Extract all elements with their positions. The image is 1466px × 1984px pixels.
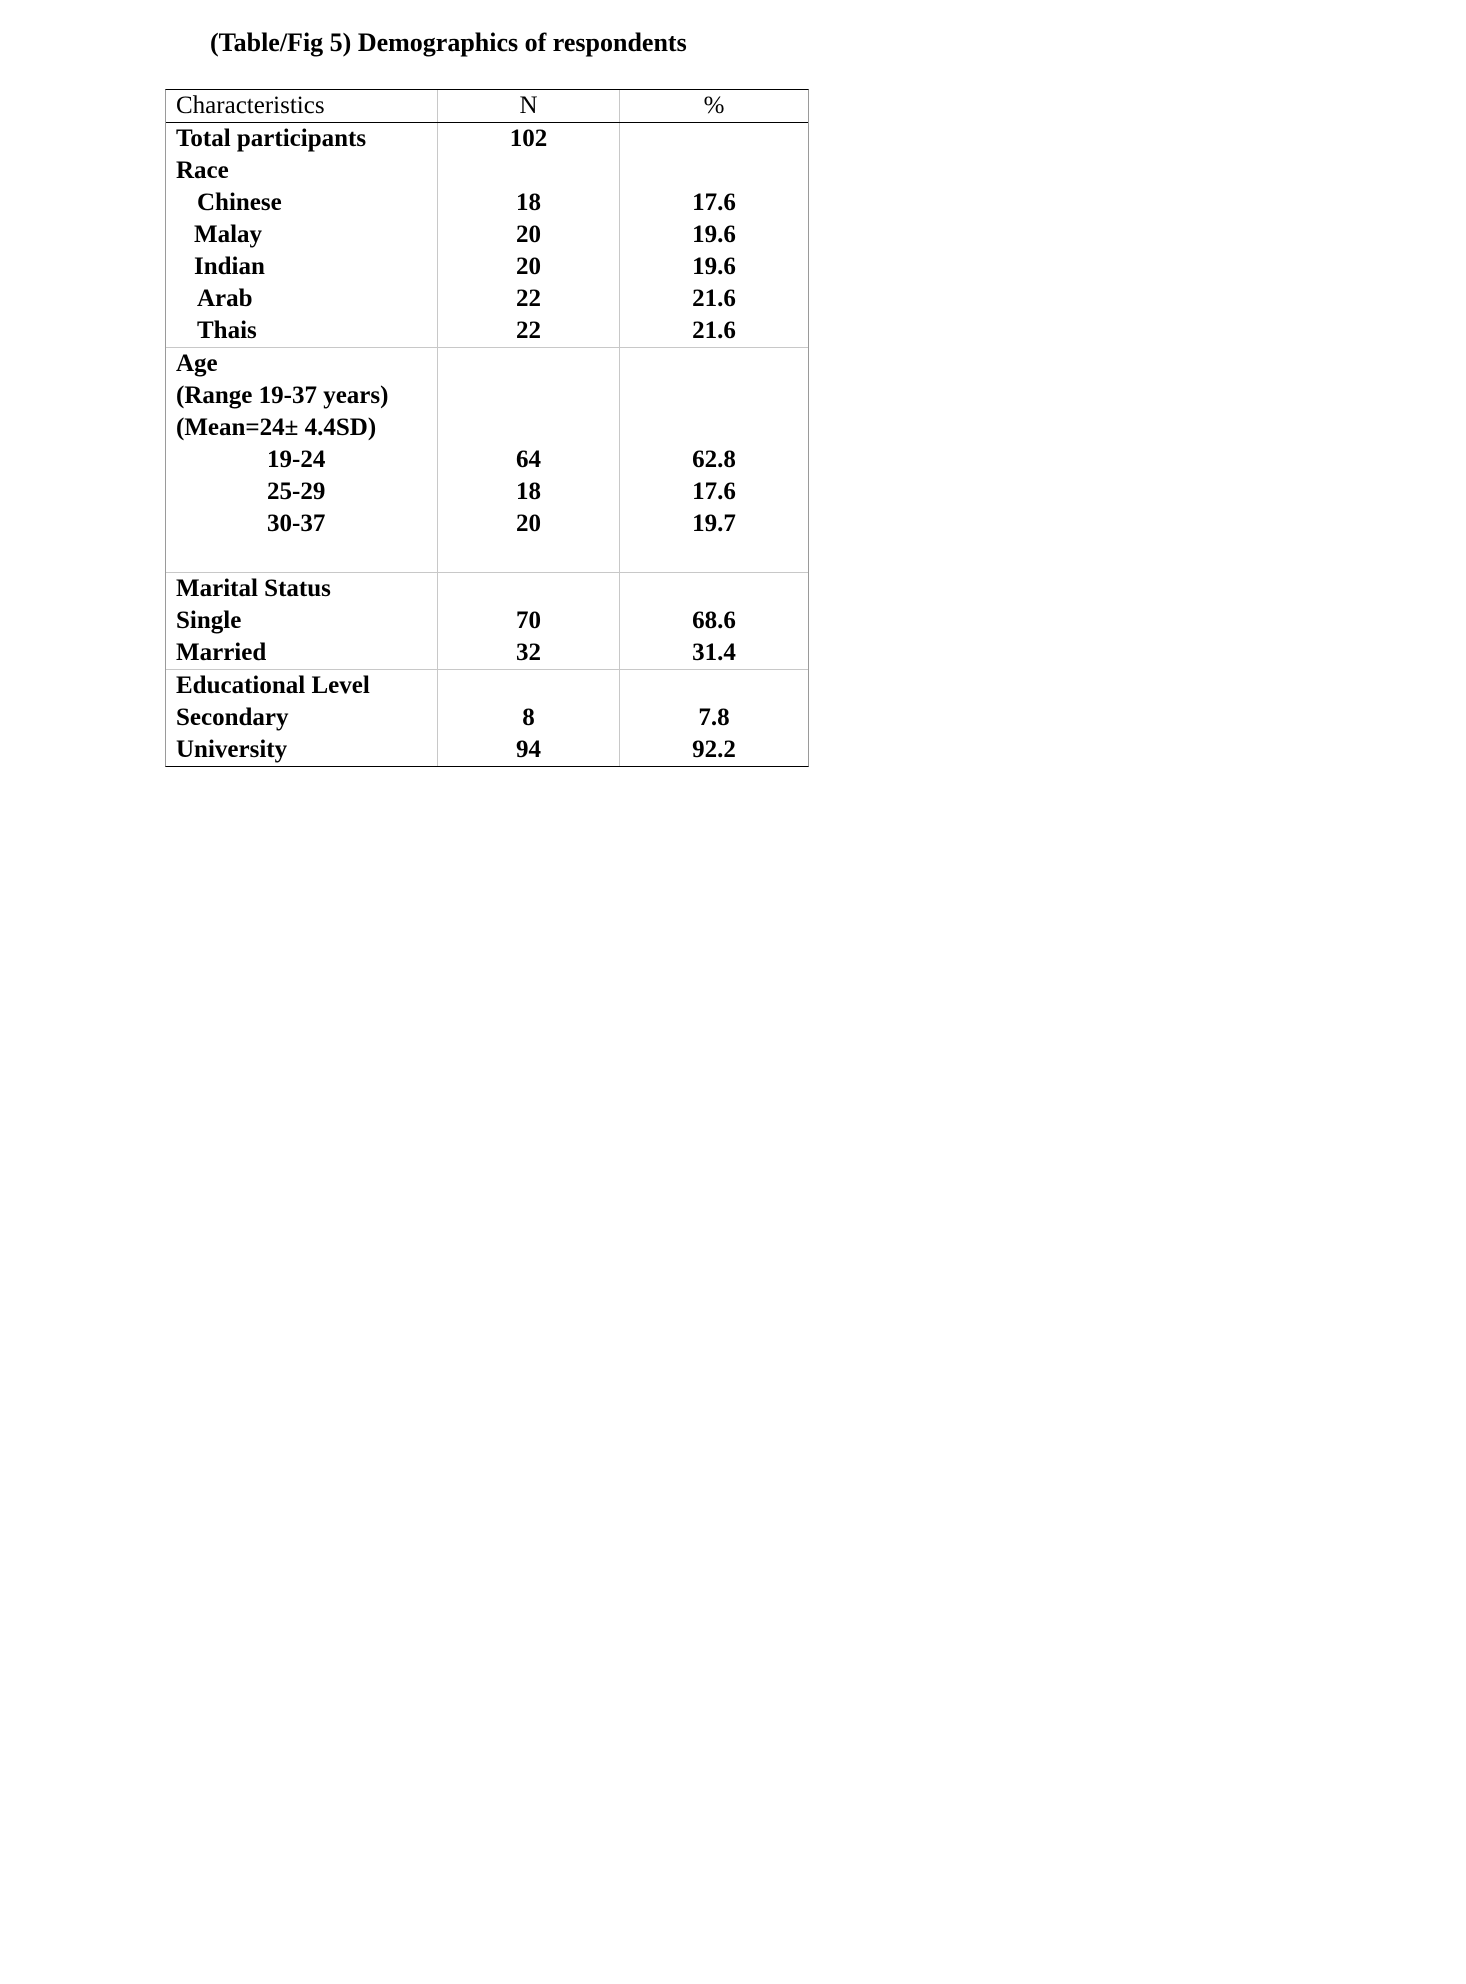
table-section-race xyxy=(166,123,808,347)
education-percent-university: 92.2 xyxy=(692,736,736,763)
total-participants-percent xyxy=(620,123,808,155)
education-label-university: University xyxy=(176,736,288,763)
age-n-30-37: 20 xyxy=(516,510,541,537)
race-n-chinese: 18 xyxy=(516,189,541,216)
race-label-malay: Malay xyxy=(194,221,263,248)
race-n-indian: 20 xyxy=(516,253,541,280)
race-percent-thais: 21.6 xyxy=(692,317,736,344)
age-label-19-24: 19-24 xyxy=(267,446,326,473)
marital-percent-single: 68.6 xyxy=(692,607,736,634)
table-header-row xyxy=(166,90,808,123)
age-percent-30-37: 19.7 xyxy=(692,510,736,537)
total-participants-n: 102 xyxy=(509,125,548,152)
age-percent-25-29: 17.6 xyxy=(692,478,736,505)
race-label-chinese: Chinese xyxy=(197,189,282,216)
education-label-secondary: Secondary xyxy=(176,704,289,731)
education-label: Educational Level xyxy=(176,672,370,699)
age-label-25-29: 25-29 xyxy=(267,478,326,505)
race-n-arab: 22 xyxy=(516,285,541,312)
table-section-education xyxy=(166,669,808,766)
education-percent-secondary: 7.8 xyxy=(698,704,730,731)
race-percent-arab: 21.6 xyxy=(692,285,736,312)
age-range: (Range 19-37 years) xyxy=(176,382,389,409)
age-n-19-24: 64 xyxy=(516,446,541,473)
marital-n-single: 70 xyxy=(516,607,541,634)
race-percent-indian: 19.6 xyxy=(692,253,736,280)
race-percent-chinese: 17.6 xyxy=(692,189,736,216)
race-n-thais: 22 xyxy=(516,317,541,344)
demographics-table xyxy=(165,89,809,767)
race-label-arab: Arab xyxy=(197,285,253,312)
age-percent-19-24: 62.8 xyxy=(692,446,736,473)
race-label-thais: Thais xyxy=(197,317,257,344)
header-n: N xyxy=(519,92,538,119)
table-section-marital xyxy=(166,572,808,669)
age-mean: (Mean=24± 4.4SD) xyxy=(176,414,377,441)
race-label-indian: Indian xyxy=(194,253,265,280)
table-section-age xyxy=(166,347,808,572)
marital-n-married: 32 xyxy=(516,639,541,666)
marital-percent-married: 31.4 xyxy=(692,639,736,666)
table-title: (Table/Fig 5) Demographics of respondents xyxy=(210,28,687,57)
race-label: Race xyxy=(176,157,229,184)
age-label-30-37: 30-37 xyxy=(267,510,326,537)
race-n-malay: 20 xyxy=(516,221,541,248)
age-n-25-29: 18 xyxy=(516,478,541,505)
header-characteristics: Characteristics xyxy=(176,92,325,119)
education-n-secondary: 8 xyxy=(522,704,535,731)
marital-label-single: Single xyxy=(176,607,242,634)
header-percent: % xyxy=(703,92,725,119)
education-n-university: 94 xyxy=(516,736,541,763)
marital-label: Marital Status xyxy=(176,575,331,602)
race-percent-malay: 19.6 xyxy=(692,221,736,248)
marital-label-married: Married xyxy=(176,639,267,666)
age-label: Age xyxy=(176,350,218,377)
total-participants-label: Total participants xyxy=(176,125,367,152)
